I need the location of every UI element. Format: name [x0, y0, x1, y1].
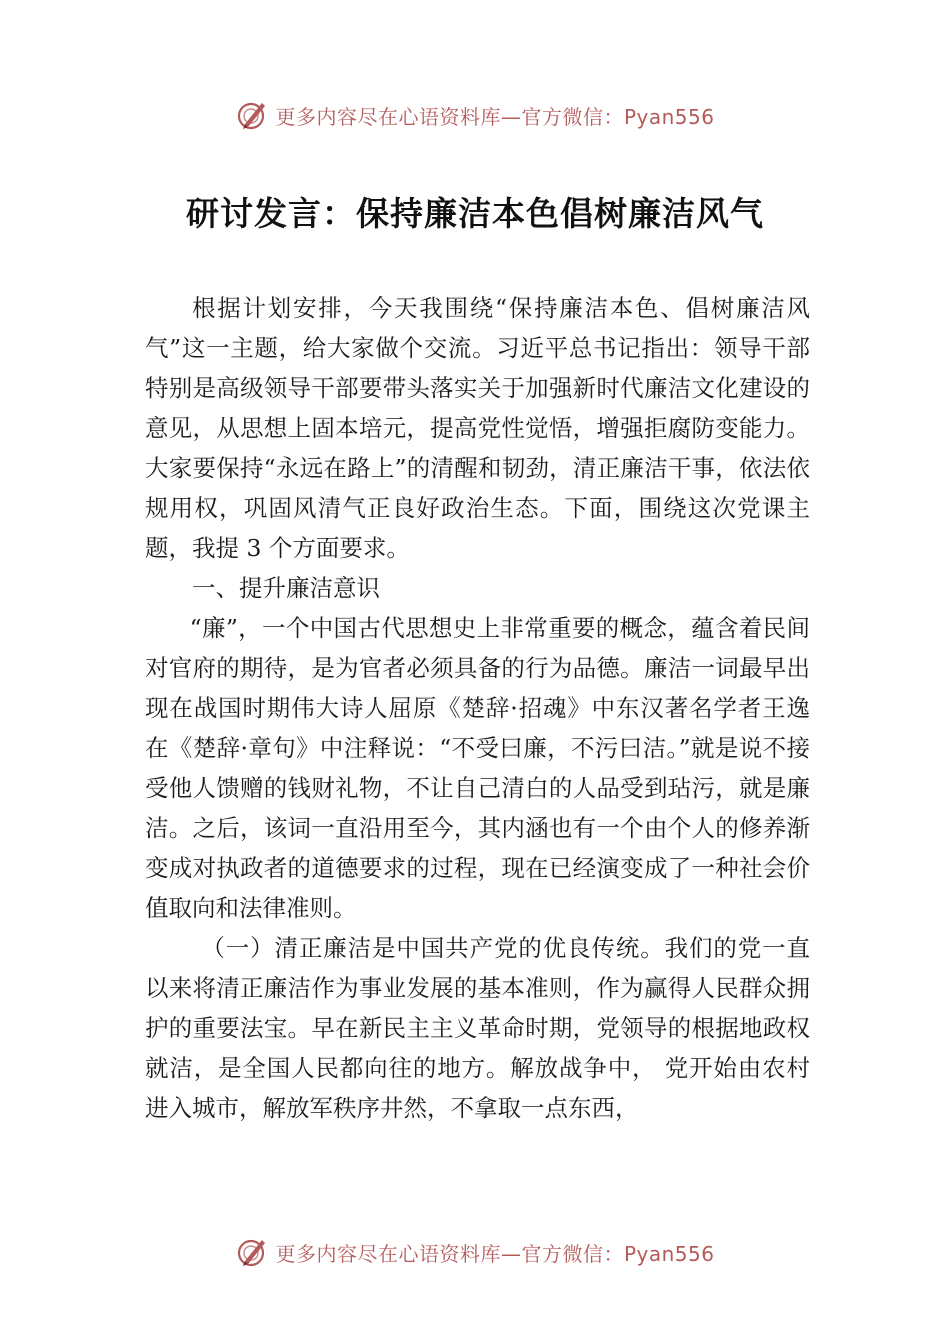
pen-logo-icon: [235, 1235, 269, 1269]
paragraph: “廉”，一个中国古代思想史上非常重要的概念，蕴含着民间对官府的期待，是为官者必须具备的行为品德。廉洁一词最早出现在战国时期伟大诗人屈原《楚辞·招魂》中东汉著名学者王逸在《楚辞·章句》中注释说：“不受曰廉，不污曰洁。”就是说不接受他人馈赠的钱财礼物，不让自己清白的人品受到玷污，就是廉洁。之后，该词一直沿用至今，其内涵也有一个由个人的修养渐变成对执政者的道德要求的过程，现在已经演变成了一种社会价值取向和法律准则。: [145, 614, 810, 922]
section-heading: 一、提升廉洁意识: [192, 574, 380, 602]
paragraph: 根据计划安排，今天我围绕“保持廉洁本色、倡树廉洁风气”这一主题，给大家做个交流。习近平总书记指出：领导干部特别是高级领导干部要带头落实关于加强新时代廉洁文化建设的意见，从思想上固本培元，提高党性觉悟，增强拒腐防变能力。大家要保持“永远在路上”的清醒和韧劲，清正廉洁干事，依法依规用权，巩固风清气正良好政治生态。下面，围绕这次党课主题，我提 3 个方面要求。: [145, 294, 810, 562]
document-title: 研讨发言：保持廉洁本色倡树廉洁风气: [186, 194, 764, 233]
paragraph: （一）清正廉洁是中国共产党的优良传统。我们的党一直以来将清正廉洁作为事业发展的基本准则，作为赢得人民群众拥护的重要法宝。早在新民主主义革命时期，党领导的根据地政权就洁，是全国人民都向往的地方。解放战争中， 党开始由农村进入城市，解放军秩序井然，不拿取一点东西，: [145, 934, 810, 1122]
document-body: [145, 288, 810, 1128]
watermark-text: 更多内容尽在心语资料库—官方微信：Pyan556: [275, 1241, 715, 1266]
watermark-footer: [0, 1232, 950, 1272]
pen-logo-icon: [235, 98, 269, 132]
watermark-header: [0, 95, 950, 135]
watermark-text: 更多内容尽在心语资料库—官方微信：Pyan556: [275, 104, 715, 129]
